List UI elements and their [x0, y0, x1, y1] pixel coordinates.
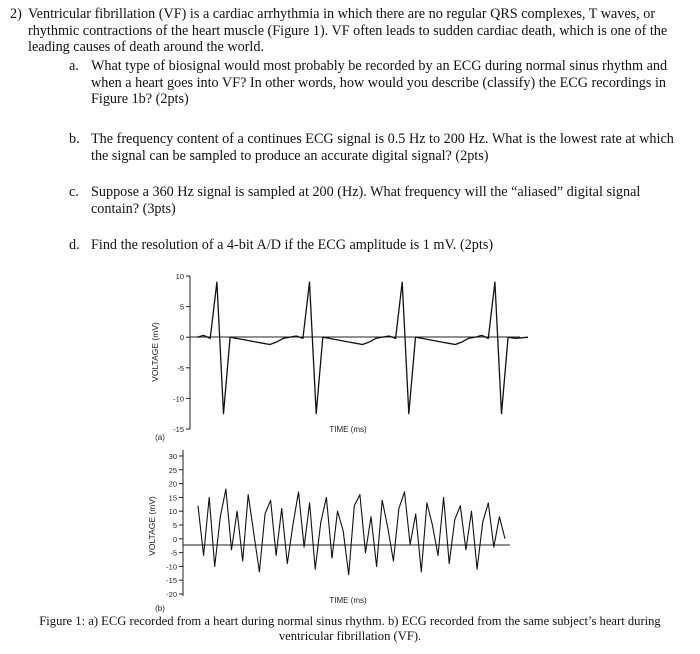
panel-a-x-label: TIME (ms) [329, 425, 367, 434]
question-intro-text: Ventricular fibrillation (VF) is a cardiac arrhythmia in which there are no regular QRS complexes, T waves, or rhythmic contractions of the heart muscle (Figure 1). VF often leads to sudden cardiac death, which is one of the leading causes of death around the world. [28, 6, 668, 56]
y-tick-label: 5 [179, 302, 184, 312]
y-tick-label: -5 [177, 363, 184, 373]
panel-b-x-label: TIME (ms) [329, 596, 367, 605]
panel-a-y-label: VOLTAGE (mV) [150, 322, 160, 382]
panel-a-y-ticks [173, 272, 190, 434]
y-tick-label: 10 [168, 507, 177, 517]
panel-b-y-label: VOLTAGE (mV) [147, 496, 157, 556]
question-number: 2) [10, 6, 22, 22]
subquestion-text: The frequency content of a continues ECG signal is 0.5 Hz to 200 Hz. What is the lowest rate at which the signal can be sampled to produce an accurate digital signal? (2pts) [91, 131, 674, 164]
y-tick-label: -15 [173, 425, 184, 434]
y-tick-label: -10 [166, 562, 177, 572]
panel-a-label: (a) [155, 433, 165, 442]
y-tick-label: 20 [168, 479, 177, 489]
y-tick-label: -15 [166, 576, 177, 586]
y-tick-label: 0 [179, 333, 184, 343]
y-tick-label: 15 [168, 493, 177, 503]
subquestion-label: b. [69, 131, 80, 147]
panel-a-ecg-trace [197, 282, 528, 414]
panel-a [150, 272, 528, 442]
subquestion-text: Find the resolution of a 4-bit A/D if the ECG amplitude is 1 mV. (2pts) [91, 237, 494, 253]
subquestion-label: a. [69, 58, 79, 74]
figure-caption: Figure 1: a) ECG recorded from a heart during normal sinus rhythm. b) ECG recorded from the same subject’s heart during ventricular fibrillation (VF). [39, 614, 661, 643]
subquestion-label: c. [69, 184, 79, 200]
y-tick-label: -20 [166, 590, 177, 599]
panel-b-label: (b) [155, 604, 165, 613]
y-tick-label: 30 [168, 452, 177, 461]
panel-b [147, 450, 510, 613]
panel-b-ecg-trace [198, 489, 505, 575]
y-tick-label: 25 [168, 465, 177, 475]
subquestion-label: d. [69, 237, 80, 253]
subquestion-text: What type of biosignal would most probably be recorded by an ECG during normal sinus rhythm and when a heart goes into VF? In other words, how would you describe (classify) the ECG recordings in Figure 1b? (2pts) [91, 58, 668, 108]
panel-b-y-ticks [166, 452, 183, 599]
y-tick-label: 0 [172, 534, 177, 544]
subquestion-text: Suppose a 360 Hz signal is sampled at 200 (Hz). What frequency will the “aliased” digital signal contain? (3pts) [91, 184, 641, 217]
y-tick-label: 10 [175, 272, 184, 281]
y-tick-label: -5 [170, 548, 177, 558]
y-tick-label: 5 [172, 521, 177, 530]
y-tick-label: -10 [173, 394, 184, 404]
